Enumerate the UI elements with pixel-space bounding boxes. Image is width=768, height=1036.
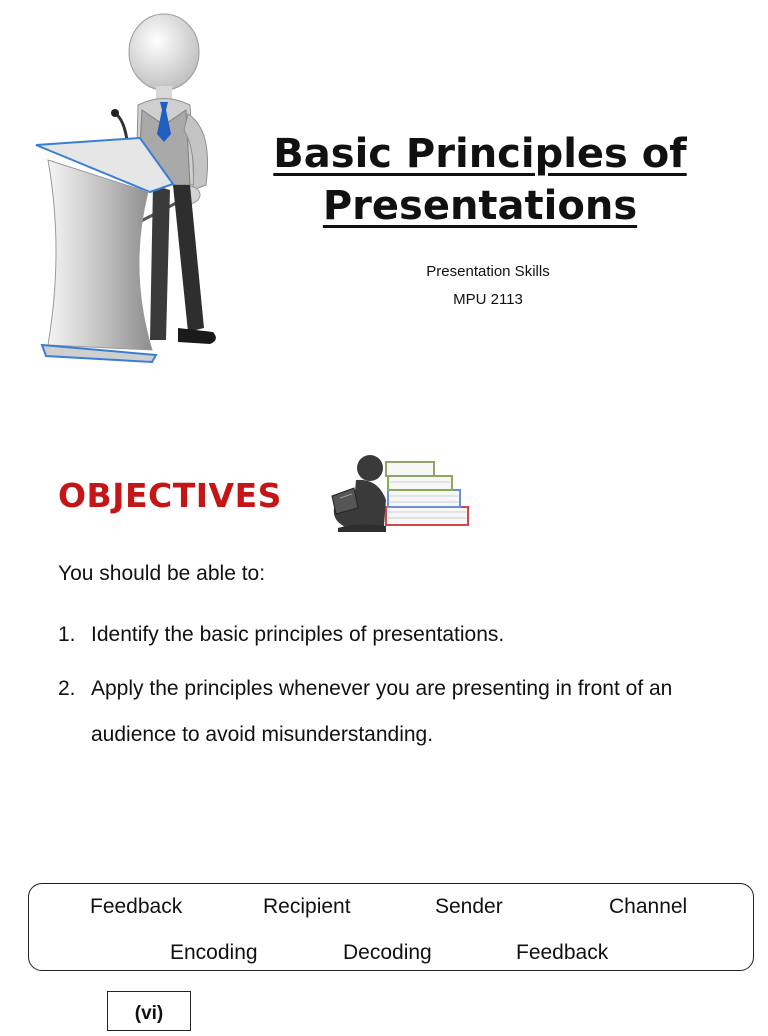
objectives-list	[58, 612, 718, 766]
word-recipient: Recipient	[263, 895, 351, 918]
page-label: (vi)	[107, 991, 191, 1031]
objectives-heading: OBJECTIVES	[58, 476, 282, 515]
word-feedback: Feedback	[90, 895, 183, 918]
course-code: MPU 2113	[453, 291, 523, 308]
list-item-number: 2.	[58, 677, 76, 700]
title-line-1: Basic Principles of	[273, 131, 687, 177]
word-feedback-2: Feedback	[516, 941, 609, 964]
subtitle	[330, 258, 646, 314]
list-item-text: Apply the principles whenever you are presenting in front of an audience to avoid misunderstanding.	[91, 677, 673, 746]
page-title	[250, 128, 710, 232]
word-encoding: Encoding	[170, 941, 258, 964]
child-reading-books-icon	[328, 452, 473, 534]
list-item-text: Identify the basic principles of presentations.	[91, 623, 505, 646]
word-box	[28, 883, 754, 971]
presenter-at-podium-icon	[28, 10, 238, 380]
list-item-number: 1.	[58, 623, 76, 646]
word-channel: Channel	[609, 895, 688, 918]
objectives-intro: You should be able to:	[58, 562, 266, 585]
title-line-2: Presentations	[322, 183, 638, 229]
course-name: Presentation Skills	[426, 263, 550, 280]
list-item	[58, 666, 718, 758]
list-item	[58, 612, 718, 658]
word-decoding: Decoding	[343, 941, 432, 964]
word-sender: Sender	[435, 895, 503, 918]
